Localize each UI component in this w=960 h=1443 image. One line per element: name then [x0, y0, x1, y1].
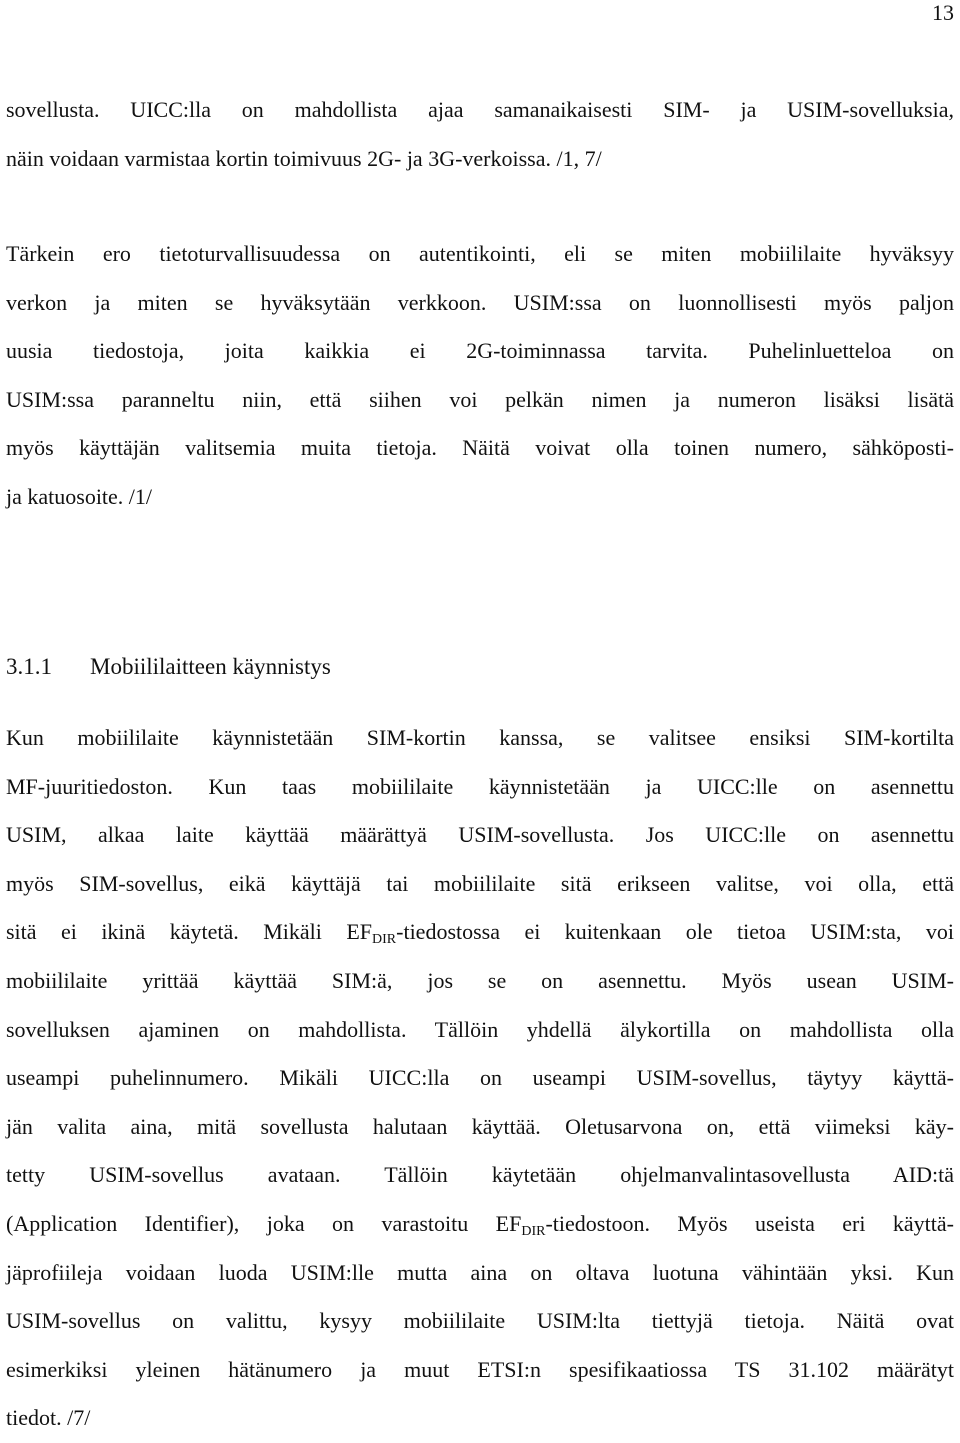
text-line: sovellusta. UICC:lla on mahdollista ajaa samanaikaisesti SIM- ja USIM-sovelluksia, [6, 97, 954, 122]
text-line [6, 1200, 954, 1249]
section-title: Mobiililaitteen käynnistys [90, 654, 331, 679]
text-line: uusia tiedostoja, joita kaikkia ei 2G-toiminnassa tarvita. Puhelinluetteloa on [6, 338, 954, 364]
text-line: sovelluksen ajaminen on mahdollista. Tällöin yhdellä älykortilla on mahdollista olla [6, 1016, 954, 1042]
text-line: Tärkein ero tietoturvallisuudessa on autentikointi, eli se miten mobiililaite hyväksyy [6, 241, 954, 266]
subscript-dir: DIR [521, 1223, 546, 1239]
text-line: näin voidaan varmistaa kortin toimivuus 2G- ja 3G-verkoissa. /1, 7/ [6, 145, 602, 171]
text-line: esimerkiksi yleinen hätänumero ja muut ETSI:n spesifikaatiossa TS 31.102 määrätyt [6, 1356, 954, 1382]
section-heading [6, 643, 331, 691]
text-line: tetty USIM-sovellus avataan. Tällöin käytetään ohjelmanvalintasovellusta AID:tä [6, 1162, 954, 1188]
page-number: 13 [932, 0, 954, 25]
section-number: 3.1.1 [6, 654, 52, 679]
text-line: myös SIM-sovellus, eikä käyttäjä tai mobiililaite sitä erikseen valitse, voi olla, että [6, 870, 954, 896]
paragraph-intro [6, 86, 954, 183]
text-fragment: sitä ei ikinä käytetä. Mikäli EF [6, 919, 372, 945]
text-line: tiedot. /7/ [6, 1405, 91, 1431]
text-line: USIM:ssa paranneltu niin, että siihen voi pelkän nimen ja numeron lisäksi lisätä [6, 386, 954, 412]
text-line [6, 908, 954, 957]
text-line: mobiililaite yrittää käyttää SIM:ä, jos se on asennettu. Myös usean USIM- [6, 967, 954, 993]
text-fragment: (Application Identifier), joka on varastoitu EF [6, 1210, 522, 1236]
text-line: MF-juuritiedoston. Kun taas mobiililaite käynnistetään ja UICC:lle on asennettu [6, 773, 954, 799]
text-line: Kun mobiililaite käynnistetään SIM-kortin kanssa, se valitsee ensiksi SIM-kortilta [6, 725, 954, 750]
text-line: jän valita aina, mitä sovellusta halutaan käyttää. Oletusarvona on, että viimeksi käy- [6, 1113, 954, 1139]
text-line: USIM, alkaa laite käyttää määrättyä USIM-sovellusta. Jos UICC:lle on asennettu [6, 822, 954, 848]
text-line: USIM-sovellus on valittu, kysyy mobiililaite USIM:lta tiettyjä tietoja. Näitä ovat [6, 1308, 954, 1334]
text-line: verkon ja miten se hyväksytään verkkoon. USIM:ssa on luonnollisesti myös paljon [6, 289, 954, 315]
text-fragment: -tiedostossa ei kuitenkaan ole tietoa USIM:sta, voi [396, 919, 954, 945]
text-line: jäprofiileja voidaan luoda USIM:lle mutta aina on oltava luotuna vähintään yksi. Kun [6, 1259, 954, 1285]
text-fragment: -tiedostoon. Myös useista eri käyttä- [545, 1210, 954, 1236]
text-line: ja katuosoite. /1/ [6, 483, 153, 509]
subscript-dir: DIR [372, 932, 397, 948]
paragraph-security [6, 230, 954, 522]
text-line: myös käyttäjän valitsemia muita tietoja. Näitä voivat olla toinen numero, sähköposti- [6, 435, 954, 461]
paragraph-startup [6, 714, 954, 1443]
text-line: useampi puhelinnumero. Mikäli UICC:lla on useampi USIM-sovellus, täytyy käyttä- [6, 1065, 954, 1091]
